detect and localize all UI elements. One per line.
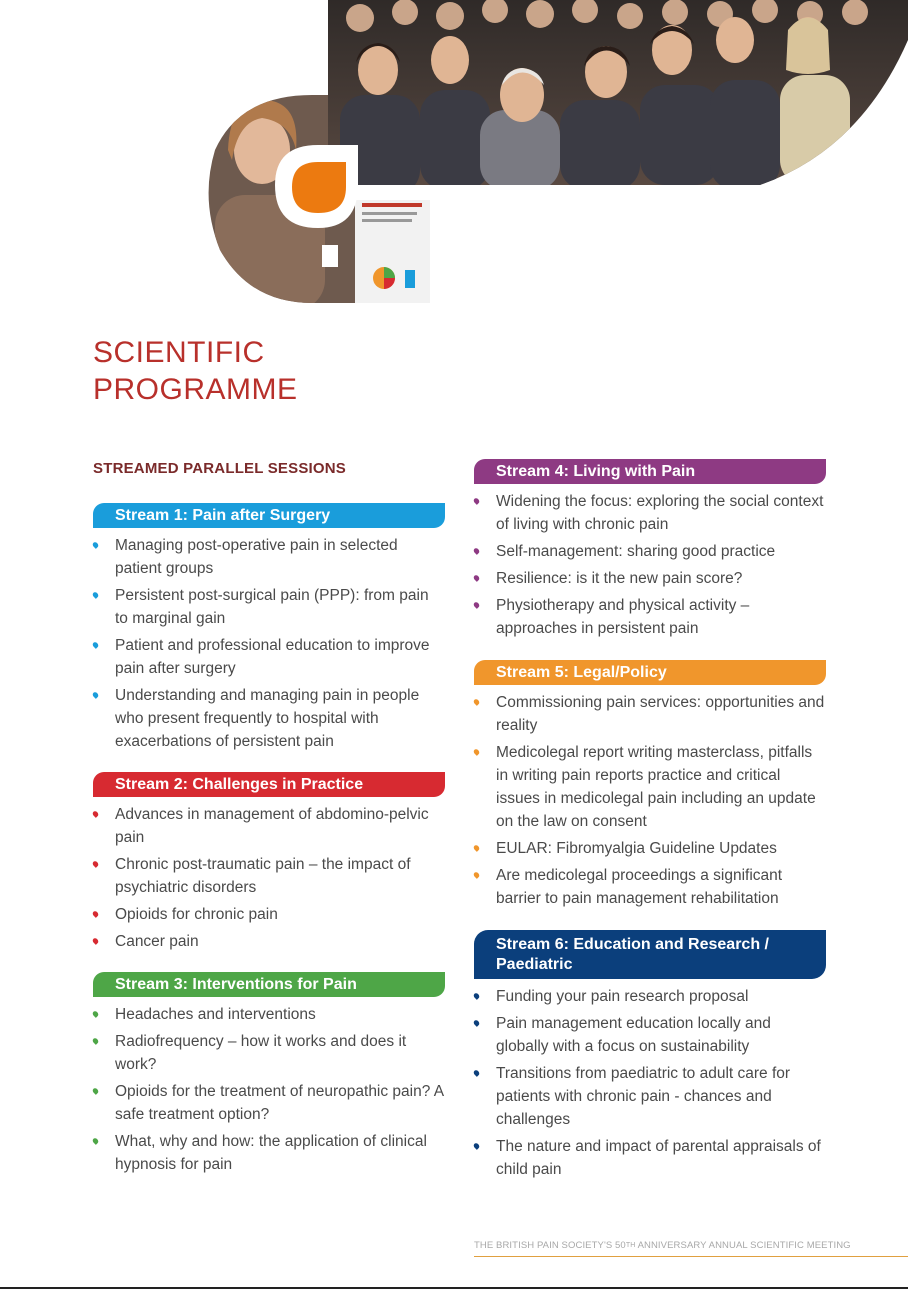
stream-item-list: [93, 803, 445, 953]
drop-bullet-icon: [473, 1142, 481, 1150]
list-item: Headaches and interventions: [93, 1003, 445, 1026]
drop-bullet-icon: [92, 591, 100, 599]
list-item: Opioids for chronic pain: [93, 903, 445, 926]
brand-drop-icon: [275, 145, 358, 228]
list-item: Funding your pain research proposal: [474, 985, 826, 1008]
drop-bullet-icon: [473, 601, 481, 609]
list-item: What, why and how: the application of clinical hypnosis for pain: [93, 1130, 445, 1176]
stream-header: Stream 6: Education and Research / Paediatric: [474, 930, 826, 979]
drop-bullet-icon: [92, 641, 100, 649]
stream-header: Stream 4: Living with Pain: [474, 459, 826, 484]
stream-5: [474, 660, 826, 914]
list-item: Opioids for the treatment of neuropathic pain? A safe treatment option?: [93, 1080, 445, 1126]
drop-bullet-icon: [473, 871, 481, 879]
drop-bullet-icon: [92, 910, 100, 918]
stream-3: [93, 972, 445, 1180]
drop-bullet-icon: [92, 1137, 100, 1145]
drop-bullet-icon: [92, 810, 100, 818]
stream-item-list: [474, 490, 826, 640]
drop-bullet-icon: [473, 992, 481, 1000]
list-item: EULAR: Fibromyalgia Guideline Updates: [474, 837, 826, 860]
drop-bullet-icon: [92, 1037, 100, 1045]
drop-bullet-icon: [473, 574, 481, 582]
drop-bullet-icon: [473, 497, 481, 505]
list-item: Physiotherapy and physical activity – approaches in persistent pain: [474, 594, 826, 640]
drop-bullet-icon: [92, 541, 100, 549]
list-item: Resilience: is it the new pain score?: [474, 567, 826, 590]
list-item: Understanding and managing pain in people who present frequently to hospital with exacerbations of persistent pain: [93, 684, 445, 753]
list-item: Self-management: sharing good practice: [474, 540, 826, 563]
stream-1: [93, 503, 445, 757]
page-edge: [0, 1287, 908, 1289]
stream-item-list: [93, 534, 445, 753]
list-item: Advances in management of abdomino-pelvic pain: [93, 803, 445, 849]
drop-bullet-icon: [473, 547, 481, 555]
page-title: SCIENTIFIC PROGRAMME: [93, 336, 298, 406]
drop-bullet-icon: [473, 748, 481, 756]
list-item: Persistent post-surgical pain (PPP): from pain to marginal gain: [93, 584, 445, 630]
list-item: Chronic post-traumatic pain – the impact of psychiatric disorders: [93, 853, 445, 899]
drop-bullet-icon: [92, 1010, 100, 1018]
audience-photo: [328, 0, 908, 195]
list-item: Transitions from paediatric to adult care for patients with chronic pain - chances and challenges: [474, 1062, 826, 1131]
stream-item-list: [474, 985, 826, 1181]
list-item: Widening the focus: exploring the social context of living with chronic pain: [474, 490, 826, 536]
stream-item-list: [93, 1003, 445, 1176]
drop-bullet-icon: [473, 698, 481, 706]
stream-header: Stream 1: Pain after Surgery: [93, 503, 445, 528]
stream-6: [474, 930, 826, 1185]
drop-bullet-icon: [92, 1087, 100, 1095]
stream-header: Stream 2: Challenges in Practice: [93, 772, 445, 797]
list-item: Pain management education locally and globally with a focus on sustainability: [474, 1012, 826, 1058]
drop-bullet-icon: [473, 1069, 481, 1077]
drop-bullet-icon: [473, 844, 481, 852]
footer-divider: [474, 1256, 908, 1257]
drop-bullet-icon: [92, 860, 100, 868]
stream-2: [93, 772, 445, 957]
drop-bullet-icon: [92, 691, 100, 699]
list-item: Radiofrequency – how it works and does it work?: [93, 1030, 445, 1076]
list-item: Commissioning pain services: opportunities and reality: [474, 691, 826, 737]
list-item: Patient and professional education to improve pain after surgery: [93, 634, 445, 680]
footer-meeting-name: THE BRITISH PAIN SOCIETY'S 50TH ANNIVERSARY ANNUAL SCIENTIFIC MEETING: [474, 1240, 851, 1251]
list-item: Managing post-operative pain in selected patient groups: [93, 534, 445, 580]
drop-bullet-icon: [92, 937, 100, 945]
section-subtitle: STREAMED PARALLEL SESSIONS: [93, 460, 347, 477]
list-item: Are medicolegal proceedings a significant barrier to pain management rehabilitation: [474, 864, 826, 910]
list-item: Cancer pain: [93, 930, 445, 953]
list-item: The nature and impact of parental appraisals of child pain: [474, 1135, 826, 1181]
stream-item-list: [474, 691, 826, 910]
stream-header: Stream 3: Interventions for Pain: [93, 972, 445, 997]
stream-header: Stream 5: Legal/Policy: [474, 660, 826, 685]
stream-4: [474, 459, 826, 644]
drop-bullet-icon: [473, 1019, 481, 1027]
list-item: Medicolegal report writing masterclass, pitfalls in writing pain reports practice and critical issues in medicolegal pain including an update on the law on consent: [474, 741, 826, 833]
conference-photo-collage: [0, 0, 908, 320]
